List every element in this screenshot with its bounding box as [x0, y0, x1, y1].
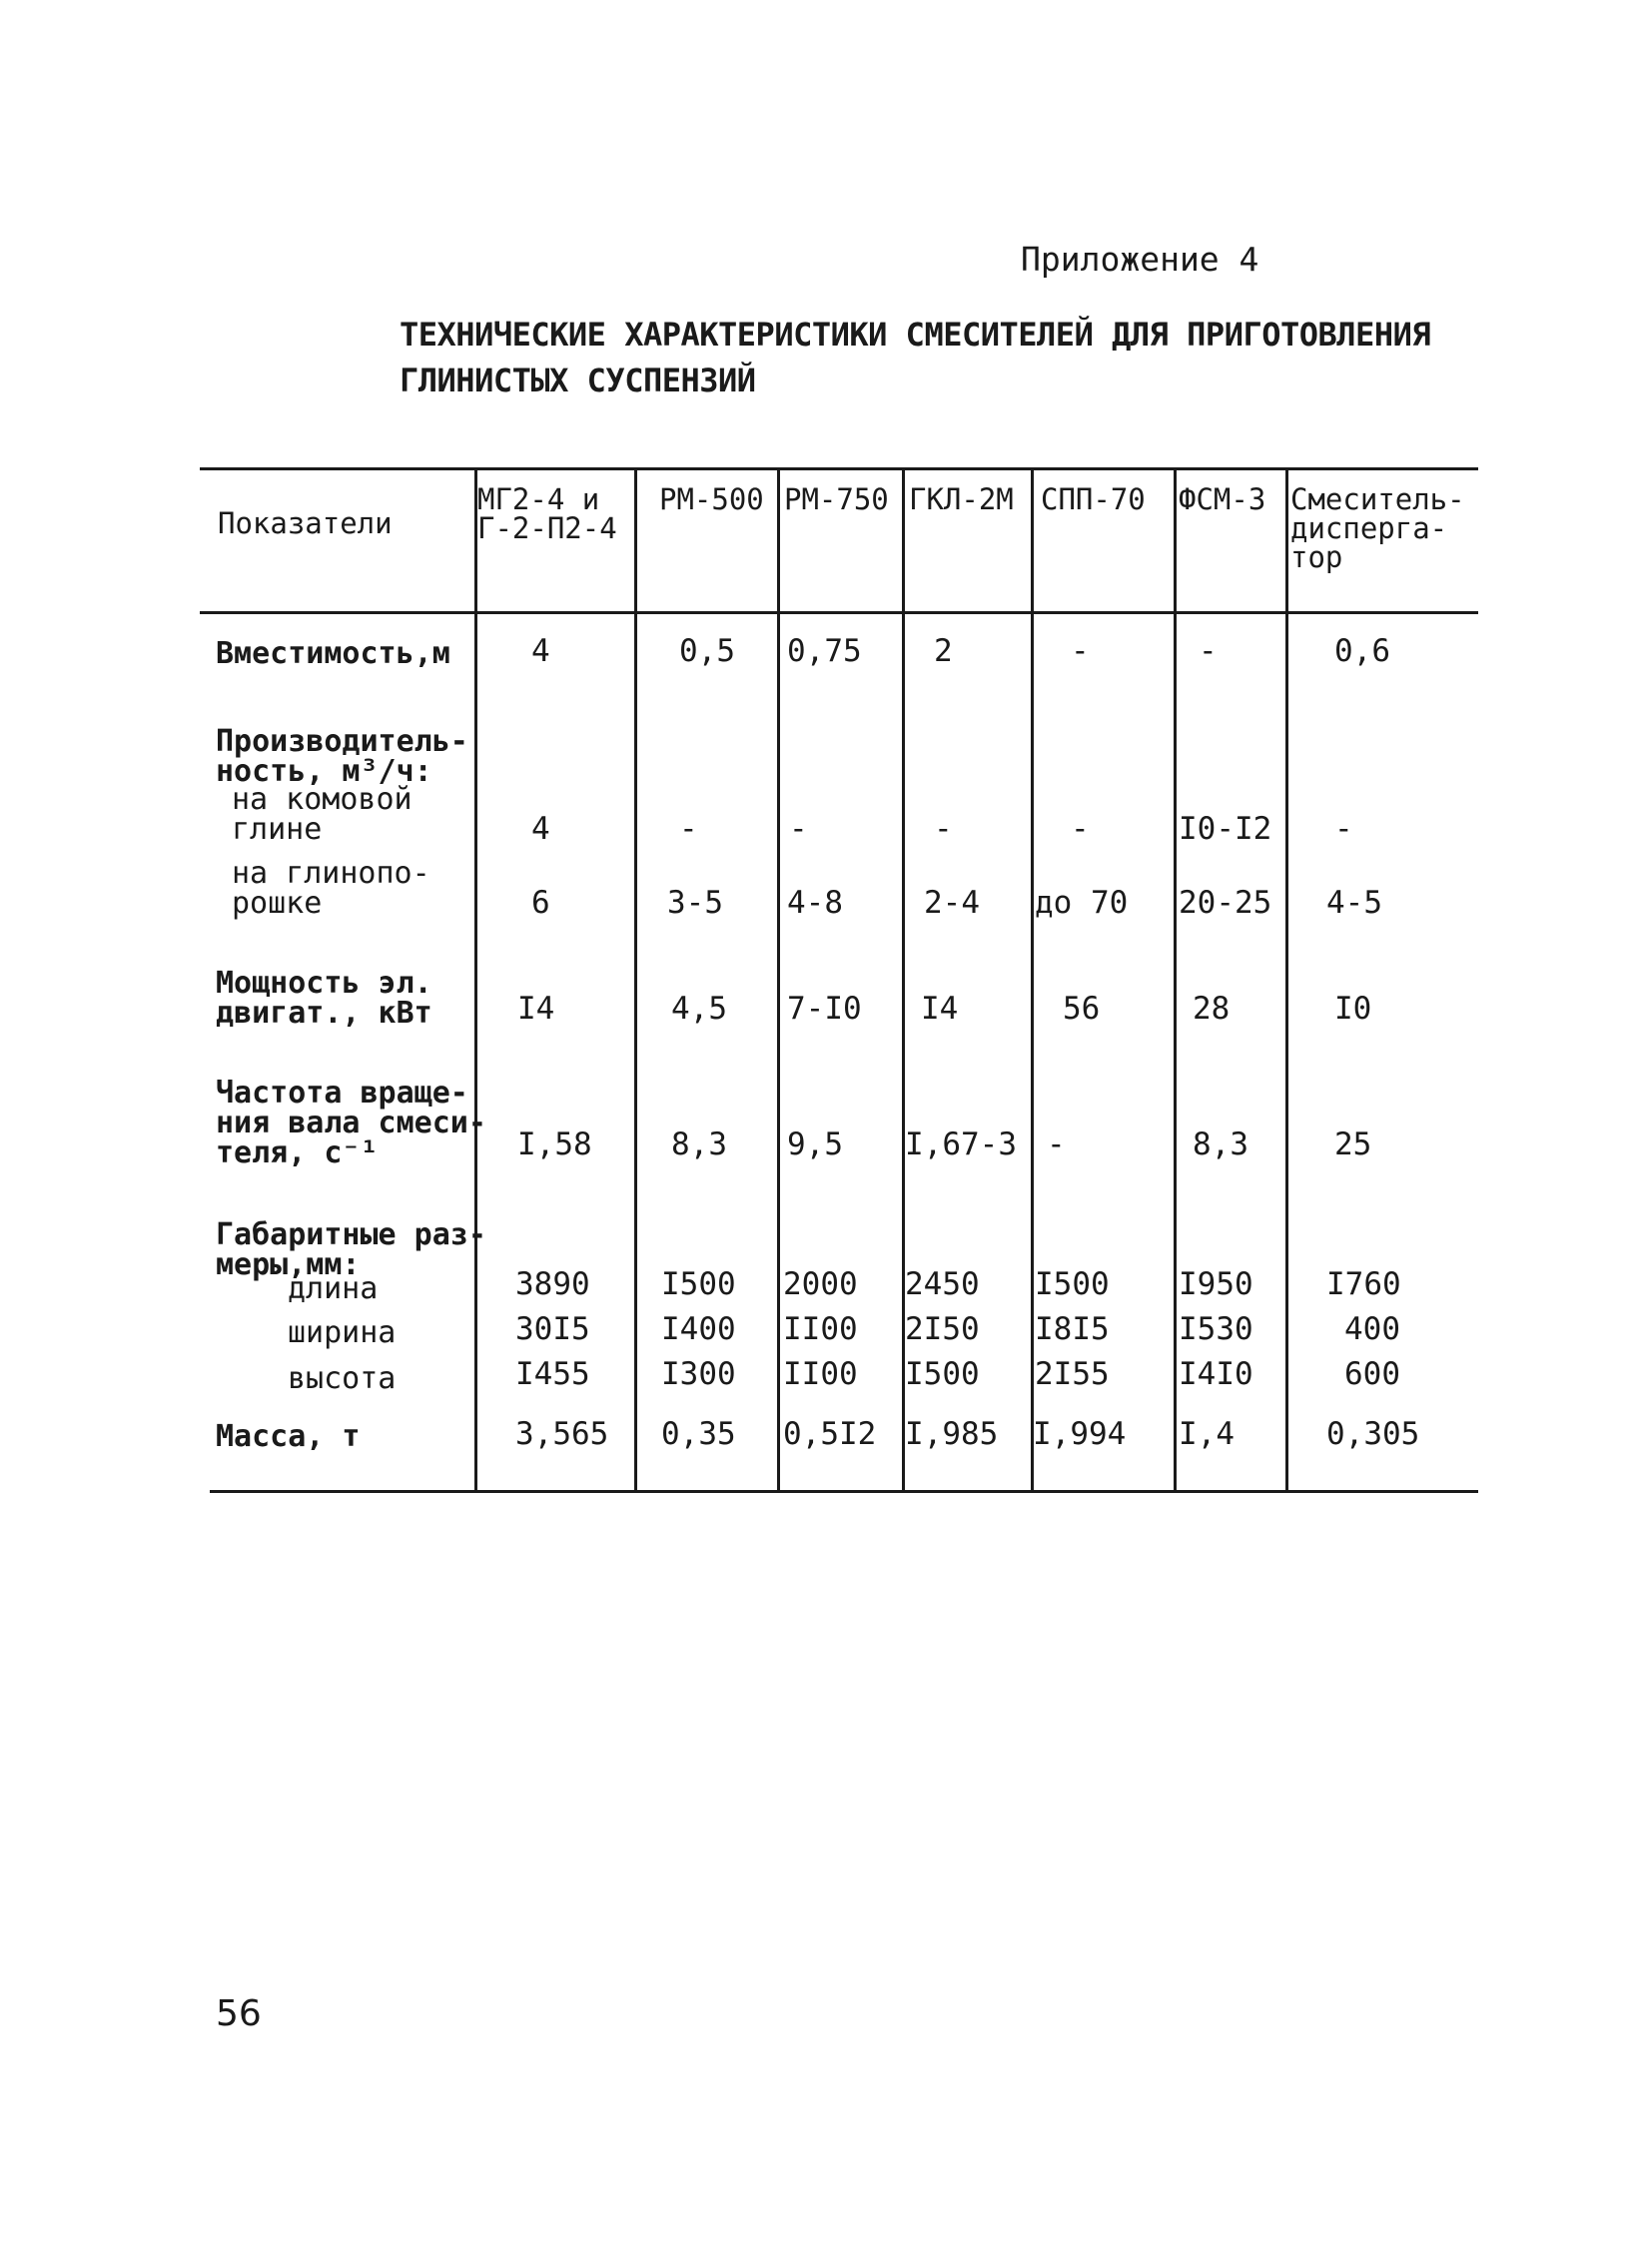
header-cell-spp70: СПП-70 [1041, 482, 1146, 516]
table-cell: 4-5 [1326, 885, 1382, 921]
table-cell: 3,565 [515, 1416, 609, 1452]
col-divider [634, 467, 637, 1492]
table-cell: 8,3 [1193, 1126, 1248, 1162]
table-cell: 4 [531, 633, 550, 669]
table-cell: I500 [1035, 1266, 1110, 1302]
table-cell: 2000 [783, 1266, 858, 1302]
table-cell: I,994 [1033, 1416, 1127, 1452]
row-label-length: длина [288, 1271, 379, 1306]
table-cell: I530 [1179, 1311, 1253, 1347]
document-title: ТЕХНИЧЕСКИЕ ХАРАКТЕРИСТИКИ СМЕСИТЕЛЕЙ ДЛЯ ПРИГОТОВЛЕНИЯ ГЛИНИСТЫХ СУСПЕНЗИЙ [400, 316, 1431, 399]
row-label-motor-power: Мощность эл. двигат., кВт [216, 966, 432, 1031]
table-cell: 2I55 [1035, 1356, 1110, 1392]
header-cell-fsm3: ФСМ-3 [1179, 482, 1266, 516]
table-cell: 0,6 [1334, 633, 1390, 669]
page-number: 56 [216, 1993, 262, 2034]
table-cell: I500 [661, 1266, 736, 1302]
table-cell: 0,5I2 [783, 1416, 877, 1452]
table-cell: - [1047, 1126, 1066, 1162]
table-cell: - [1199, 633, 1218, 669]
header-cell-mg2: МГ2-4 и Г-2-П2-4 [477, 482, 617, 545]
table-cell: 4-8 [787, 885, 843, 921]
col-divider [1031, 467, 1034, 1492]
table-cell: 0,35 [661, 1416, 736, 1452]
table-cell: II00 [783, 1311, 858, 1347]
table-cell: I950 [1179, 1266, 1253, 1302]
table-cell: 3-5 [667, 885, 723, 921]
table-cell: I4I0 [1179, 1356, 1253, 1392]
row-label-height: высота [288, 1361, 397, 1396]
header-cell-rm500: РМ-500 [659, 482, 764, 516]
table-cell: 2 [934, 633, 953, 669]
table-cell: 600 [1344, 1356, 1400, 1392]
table-cell: 0,5 [679, 633, 735, 669]
table-cell: 2450 [905, 1266, 980, 1302]
mixers-spec-table [200, 467, 1478, 1496]
table-cell: - [679, 811, 698, 847]
row-label-rotation-frequency: Частота враще- ния вала смеси- теля, с⁻¹ [216, 1076, 486, 1170]
col-divider [474, 467, 477, 1492]
table-cell: 25 [1334, 1126, 1372, 1162]
table-cell: I760 [1326, 1266, 1401, 1302]
col-divider [777, 467, 780, 1492]
table-cell: до 70 [1035, 885, 1129, 921]
header-cell-gkl2m: ГКЛ-2М [909, 482, 1014, 516]
table-cell: 4 [531, 811, 550, 847]
col-divider [1285, 467, 1288, 1492]
table-cell: I4 [921, 991, 959, 1027]
header-cell-rm750: РМ-750 [784, 482, 889, 516]
row-label-width: ширина [288, 1315, 397, 1350]
table-cell: - [934, 811, 953, 847]
table-cell: 2I50 [905, 1311, 980, 1347]
table-cell: 7-I0 [787, 991, 862, 1027]
table-cell: I,67-3 [905, 1126, 1017, 1162]
row-label-clay-powder: на глинопо- рошке [232, 856, 430, 921]
table-cell: - [1071, 633, 1090, 669]
table-cell: I8I5 [1035, 1311, 1110, 1347]
table-cell: II00 [783, 1356, 858, 1392]
table-cell: - [789, 811, 808, 847]
table-cell: I400 [661, 1311, 736, 1347]
table-cell: 400 [1344, 1311, 1400, 1347]
header-cell-indicators: Показатели [218, 506, 393, 540]
table-cell: - [1334, 811, 1353, 847]
table-cell: 56 [1063, 991, 1101, 1027]
table-cell: 2-4 [924, 885, 980, 921]
table-cell: I,58 [517, 1126, 592, 1162]
row-label-mass: Масса, т [216, 1419, 361, 1454]
table-cell: 30I5 [515, 1311, 590, 1347]
table-cell: 9,5 [787, 1126, 843, 1162]
table-cell: I455 [515, 1356, 590, 1392]
table-cell: I0 [1334, 991, 1372, 1027]
table-cell: 8,3 [671, 1126, 727, 1162]
table-cell: - [1071, 811, 1090, 847]
header-cell-mixer-disperser: Смеситель- дисперга- тор [1290, 482, 1465, 574]
table-cell: 0,75 [787, 633, 862, 669]
row-label-lump-clay: на комовой глине [232, 782, 413, 847]
row-label-capacity: Вместимость,м [216, 636, 450, 671]
row-label-productivity: Производитель- ность, м³/ч: [216, 724, 468, 789]
table-cell: 6 [531, 885, 550, 921]
table-cell: I,985 [905, 1416, 999, 1452]
table-cell: 3890 [515, 1266, 590, 1302]
appendix-label: Приложение 4 [1021, 240, 1259, 279]
table-cell: I0-I2 [1179, 811, 1272, 847]
table-cell: 0,305 [1326, 1416, 1420, 1452]
col-divider [1174, 467, 1177, 1492]
table-cell: I4 [517, 991, 555, 1027]
row-label-overall-dimensions: Габаритные раз- меры,мм: [216, 1217, 486, 1282]
table-cell: 28 [1193, 991, 1231, 1027]
table-cell: 20-25 [1179, 885, 1272, 921]
table-cell: I300 [661, 1356, 736, 1392]
table-cell: I500 [905, 1356, 980, 1392]
table-cell: 4,5 [671, 991, 727, 1027]
table-cell: I,4 [1179, 1416, 1235, 1452]
